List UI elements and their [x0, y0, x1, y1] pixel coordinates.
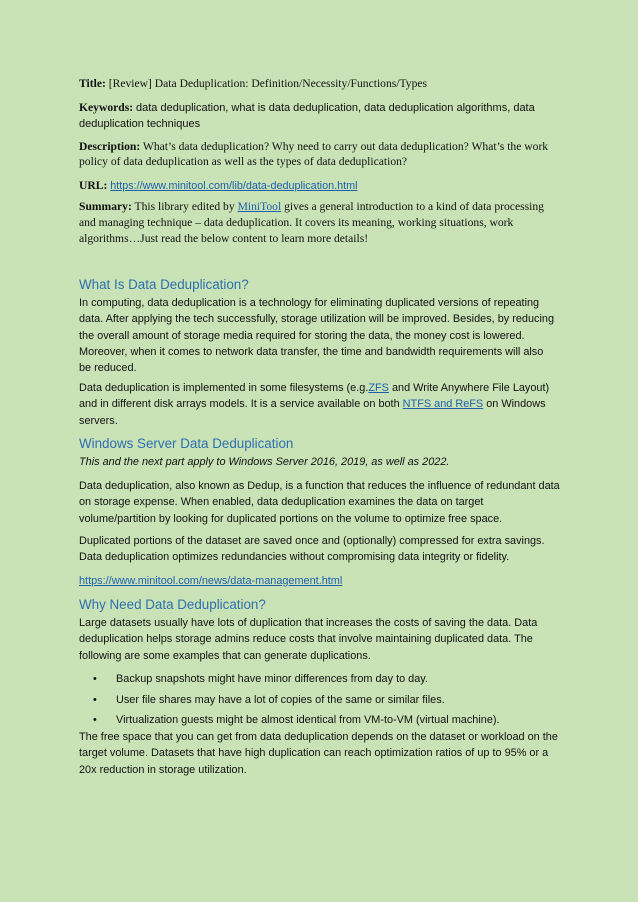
s1-p1-line1: In computing, data deduplication is a technology for eliminating duplicated versions of repeating: [79, 297, 540, 309]
summary-pre: This library edited by: [134, 200, 235, 213]
description-block: [79, 139, 559, 169]
s1-p2-pre: Data deduplication is implemented in some filesystems (e.g.: [79, 382, 369, 394]
summary-line2: and managing technique – data deduplication. It covers its meaning, working situations, work: [79, 216, 514, 229]
keywords-line1: data deduplication, what is data deduplication, data deduplication algorithms, data: [136, 102, 535, 114]
s1-p1-line5: be reduced.: [79, 362, 137, 375]
s1-p1-line3: the overall amount of storage media required for storing the data, the money cost is lowered.: [79, 329, 525, 342]
zfs-link[interactable]: ZFS: [368, 382, 389, 394]
s2-paragraph2: [79, 533, 561, 566]
url-label: URL:: [79, 179, 108, 192]
s3-paragraph2: [79, 729, 561, 778]
s2-link-paragraph: [79, 573, 561, 589]
s3-p1-line3: following are some examples that can generate duplications.: [79, 649, 371, 662]
s2-paragraph1: [79, 478, 561, 527]
bullet-icon: •: [93, 693, 97, 706]
list-item-text: User file shares may have a lot of copies of the same or similar files.: [116, 693, 445, 706]
s2-italic-note: This and the next part apply to Windows Server 2016, 2019, as well as 2022.: [79, 456, 450, 468]
s1-p2-line2-post: on Windows: [486, 398, 546, 411]
keywords-block: [79, 100, 559, 132]
heading-what-is: What Is Data Deduplication?: [79, 277, 249, 292]
title-label: Title:: [79, 77, 106, 90]
s1-p2-line2-pre: and in different disk arrays models. It is a service available on both: [79, 398, 400, 411]
s3-p1-line1: Large datasets usually have lots of duplication that increases the costs of saving the data. Data: [79, 617, 538, 629]
keywords-label: Keywords:: [79, 101, 134, 114]
s1-p1-line2: data. After applying the tech successfully, storage utilization will be improved. Besides, by reducing: [79, 313, 555, 326]
list-item-text: Virtualization guests might be almost identical from VM-to-VM (virtual machine).: [116, 714, 500, 726]
description-label: Description:: [79, 140, 141, 153]
summary-line3: algorithms…Just read the below content to learn more details!: [79, 232, 369, 245]
keywords-line2: deduplication techniques: [79, 118, 201, 130]
s2-p1-line3: volume/partition by looking for duplicated portions on the volume to optimize free space.: [79, 512, 503, 525]
s2-p1-line2: on storage expense. When enabled, data deduplication examines the data on target: [79, 496, 484, 509]
summary-post: gives a general introduction to a kind of data processing: [284, 200, 544, 213]
s3-paragraph1: [79, 615, 561, 664]
list-item: [79, 669, 559, 690]
description-line2: policy of data deduplication as well as the types of data deduplication?: [79, 155, 408, 168]
s1-p2-line3: servers.: [79, 414, 118, 427]
s3-p2-line3: 20x reduction in storage utilization.: [79, 763, 247, 776]
s2-p2-line1: Duplicated portions of the dataset are saved once and (optionally) compressed for extra savings.: [79, 535, 545, 547]
heading-why-need: Why Need Data Deduplication?: [79, 597, 266, 612]
url-link[interactable]: https://www.minitool.com/lib/data-deduplication.html: [110, 180, 358, 192]
s3-p2-line1: The free space that you can get from data deduplication depends on the dataset or workload on the: [79, 731, 558, 743]
s2-p2-line2: Data deduplication optimizes redundancies without compromising data integrity or fidelity.: [79, 551, 510, 564]
s1-paragraph1: [79, 295, 561, 376]
title-line: [79, 76, 559, 91]
list-item-text: Backup snapshots might have minor differences from day to day.: [116, 673, 428, 685]
s2-p1-line1: Data deduplication, also known as Dedup, is a function that reduces the influence of redundant data: [79, 480, 560, 492]
s1-p2-mid: and Write Anywhere File Layout): [391, 382, 550, 394]
list-item: [79, 690, 559, 711]
url-line: [79, 178, 559, 194]
summary-block: [79, 199, 559, 247]
s3-p1-line2: deduplication helps storage admins reduce costs that involve maintaining duplicated data. The: [79, 633, 533, 646]
summary-label: Summary:: [79, 200, 132, 213]
s3-p2-line2: target volume. Datasets that have high duplication can reach optimization ratios of up to 95% or a: [79, 747, 549, 760]
bullet-icon: •: [93, 714, 97, 726]
s1-p1-line4: Moreover, when it comes to network data transfer, the time and bandwidth requirements will also: [79, 345, 544, 358]
title-value: [Review] Data Deduplication: Definition/Necessity/Functions/Types: [108, 77, 428, 90]
s1-paragraph2: [79, 380, 561, 429]
ntfs-refs-link[interactable]: NTFS and ReFS: [402, 398, 484, 411]
list-item: [79, 710, 559, 731]
data-management-link[interactable]: https://www.minitool.com/news/data-management.html: [79, 575, 343, 587]
description-line1: What’s data deduplication? Why need to carry out data deduplication? What’s the work: [142, 140, 549, 153]
heading-windows-server: Windows Server Data Deduplication: [79, 436, 294, 451]
minitool-link[interactable]: MiniTool: [237, 200, 282, 213]
examples-list: [79, 669, 559, 731]
bullet-icon: •: [93, 673, 97, 685]
